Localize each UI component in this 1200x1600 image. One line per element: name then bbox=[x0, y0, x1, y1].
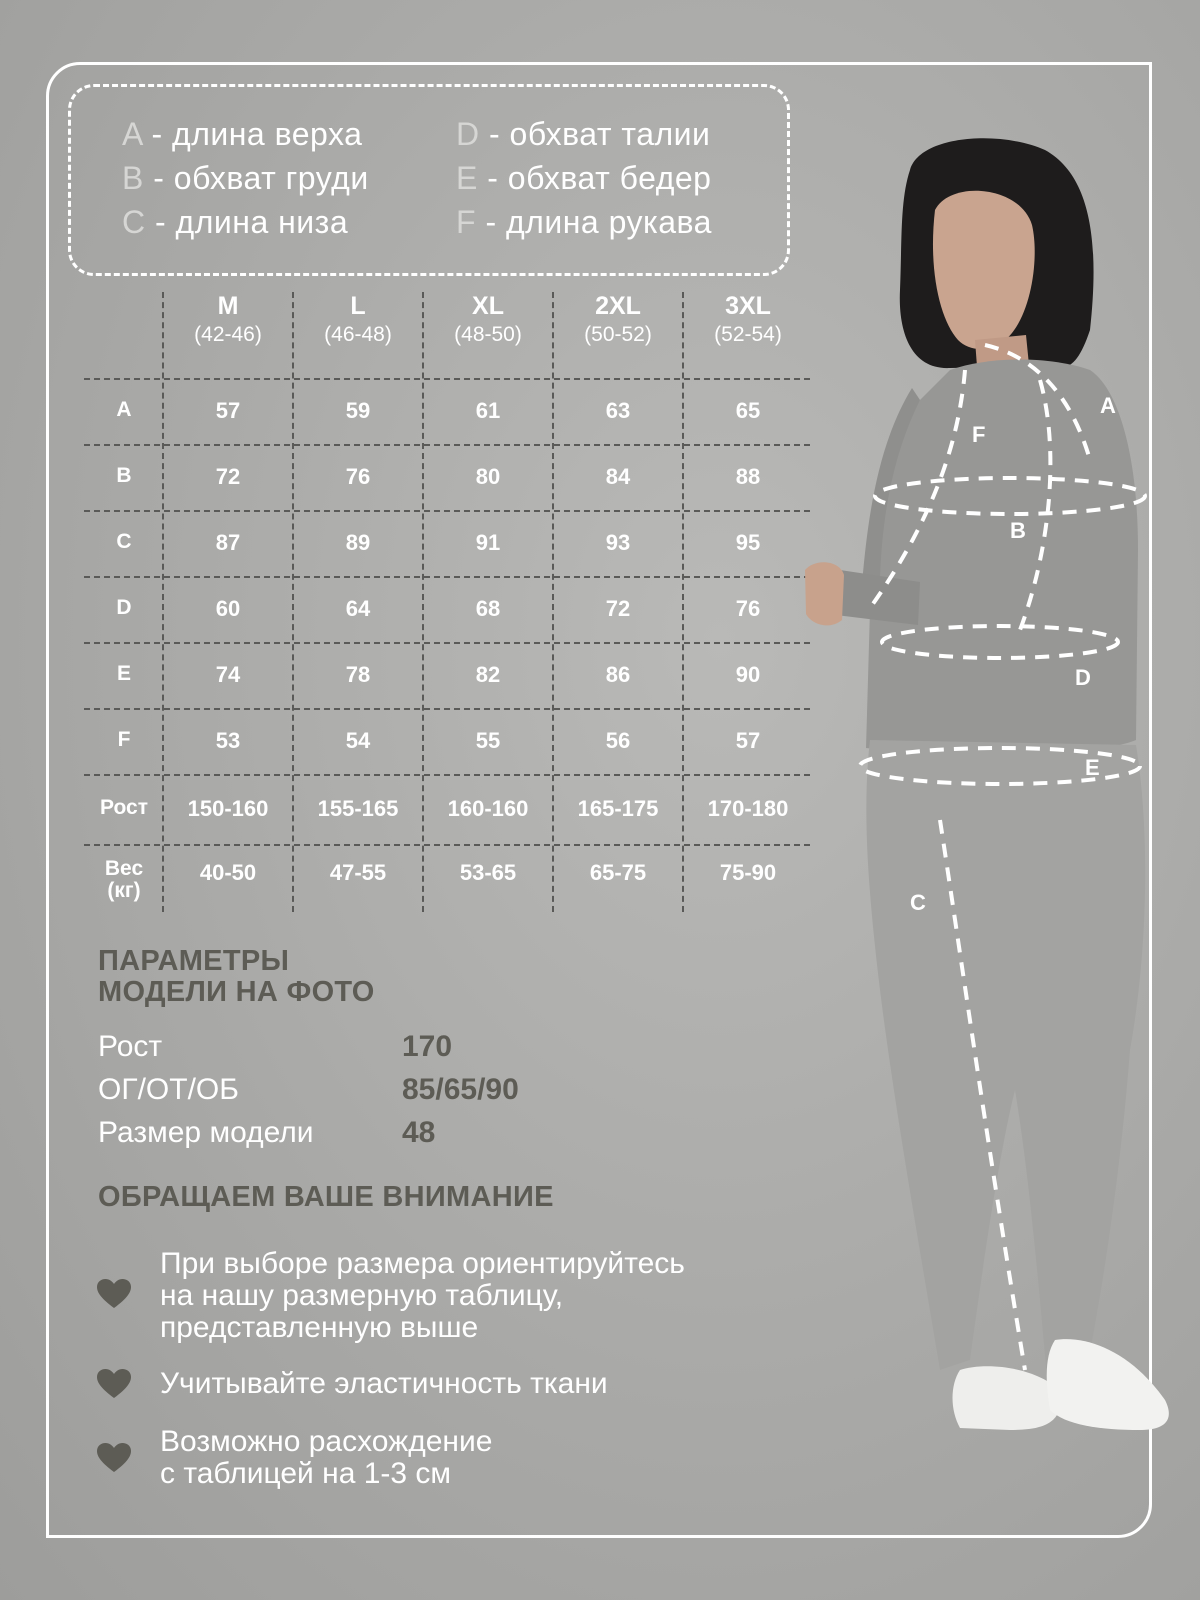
table-divider bbox=[84, 510, 810, 512]
param-label-size: Размер модели bbox=[98, 1116, 314, 1149]
figure-label-e: E bbox=[1085, 755, 1100, 780]
table-cell: 65-75 bbox=[589, 860, 647, 885]
table-cell: 165-175 bbox=[577, 796, 659, 821]
table-cell: 160-160 bbox=[447, 796, 529, 821]
table-cell: 76 bbox=[735, 596, 761, 621]
row-label-f: F bbox=[117, 728, 131, 751]
table-cell: 90 bbox=[735, 662, 761, 687]
table-cell: 95 bbox=[735, 530, 761, 555]
size-header-xl: XL (48-50) bbox=[454, 292, 522, 346]
model-params-title-line2: МОДЕЛИ НА ФОТО bbox=[98, 976, 375, 1008]
table-cell: 72 bbox=[215, 464, 241, 489]
hand-shape bbox=[805, 562, 844, 625]
table-cell: 89 bbox=[345, 530, 371, 555]
param-value-height: 170 bbox=[402, 1030, 453, 1063]
heart-icon bbox=[96, 1442, 132, 1474]
row-label-weight bbox=[84, 858, 164, 902]
legend-item-c: C - длина низа bbox=[122, 204, 349, 240]
note-discrepancy bbox=[160, 1426, 810, 1490]
note-elasticity bbox=[160, 1368, 810, 1400]
param-value-size: 48 bbox=[402, 1116, 436, 1149]
param-value-measurements: 85/65/90 bbox=[402, 1073, 519, 1106]
table-cell: 80 bbox=[475, 464, 501, 489]
note-line: Возможно расхождение bbox=[160, 1425, 493, 1458]
table-cell: 47-55 bbox=[329, 860, 387, 885]
table-cell: 88 bbox=[735, 464, 761, 489]
table-divider bbox=[84, 444, 810, 446]
table-cell: 82 bbox=[475, 662, 501, 687]
table-divider bbox=[84, 774, 810, 776]
legend-item-a: A - длина верха bbox=[122, 116, 363, 152]
row-label-weight-line2: (кг) bbox=[107, 879, 141, 902]
legend-item-f: F - длина рукава bbox=[456, 204, 712, 240]
table-cell: 87 bbox=[215, 530, 241, 555]
table-cell: 68 bbox=[475, 596, 501, 621]
row-label-a: A bbox=[116, 398, 132, 421]
table-cell: 78 bbox=[345, 662, 371, 687]
table-cell: 72 bbox=[605, 596, 631, 621]
size-header-m: M (42-46) bbox=[194, 292, 262, 346]
table-cell: 64 bbox=[345, 596, 371, 621]
table-divider bbox=[84, 708, 810, 710]
table-cell: 155-165 bbox=[317, 796, 399, 821]
size-header-2xl: 2XL (50-52) bbox=[584, 292, 652, 346]
table-cell: 54 bbox=[345, 728, 371, 753]
table-cell: 86 bbox=[605, 662, 631, 687]
note-line: представленную выше bbox=[160, 1311, 479, 1344]
model-params-title bbox=[98, 946, 375, 1008]
table-cell: 53-65 bbox=[459, 860, 517, 885]
figure-label-d: D bbox=[1075, 665, 1091, 690]
table-cell: 57 bbox=[215, 398, 241, 423]
legend-item-d: D - обхват талии bbox=[456, 116, 711, 152]
table-cell: 59 bbox=[345, 398, 371, 423]
size-header-l: L (46-48) bbox=[324, 292, 392, 346]
size-table bbox=[84, 292, 810, 912]
table-cell: 57 bbox=[735, 728, 761, 753]
table-cell: 91 bbox=[475, 530, 501, 555]
table-cell: 53 bbox=[215, 728, 241, 753]
legend-item-b: B - обхват груди bbox=[122, 160, 369, 196]
note-line: Учитывайте эластичность ткани bbox=[160, 1367, 608, 1400]
note-size-table bbox=[160, 1248, 810, 1344]
table-cell: 65 bbox=[735, 398, 761, 423]
row-label-c: C bbox=[116, 530, 132, 553]
note-line: При выборе размера ориентируйтесь bbox=[160, 1247, 685, 1280]
table-cell: 55 bbox=[475, 728, 501, 753]
table-divider bbox=[84, 844, 810, 846]
table-cell: 40-50 bbox=[199, 860, 257, 885]
note-line: с таблицей на 1-3 см bbox=[160, 1457, 452, 1490]
figure-label-f: F bbox=[972, 422, 986, 447]
row-label-e: E bbox=[116, 662, 131, 685]
right-sneaker bbox=[1047, 1339, 1169, 1430]
heart-icon bbox=[96, 1278, 132, 1310]
leggings bbox=[866, 740, 1145, 1410]
model-photo bbox=[800, 130, 1190, 1530]
heart-icon bbox=[96, 1368, 132, 1400]
param-label-measurements: ОГ/ОТ/ОБ bbox=[98, 1073, 239, 1106]
table-cell: 63 bbox=[605, 398, 631, 423]
table-cell: 61 bbox=[475, 398, 501, 423]
row-label-b: B bbox=[116, 464, 132, 487]
table-cell: 75-90 bbox=[719, 860, 777, 885]
param-label-height: Рост bbox=[98, 1030, 163, 1063]
figure-label-c: C bbox=[910, 890, 926, 915]
row-label-weight-line1: Вес bbox=[104, 857, 144, 880]
model-params-title-line1: ПАРАМЕТРЫ bbox=[98, 945, 290, 977]
table-cell: 93 bbox=[605, 530, 631, 555]
size-header-3xl: 3XL (52-54) bbox=[714, 292, 782, 346]
table-cell: 56 bbox=[605, 728, 631, 753]
attention-title: ОБРАЩАЕМ ВАШЕ ВНИМАНИЕ bbox=[98, 1181, 554, 1213]
table-divider bbox=[84, 576, 810, 578]
left-sneaker bbox=[953, 1366, 1063, 1430]
table-cell: 74 bbox=[215, 662, 241, 687]
table-cell: 60 bbox=[215, 596, 241, 621]
table-cell: 170-180 bbox=[707, 796, 789, 821]
legend-item-e: E - обхват бедер bbox=[456, 160, 712, 196]
table-cell: 76 bbox=[345, 464, 371, 489]
figure-label-a: A bbox=[1100, 393, 1116, 418]
table-cell: 150-160 bbox=[187, 796, 269, 821]
table-cell: 84 bbox=[605, 464, 631, 489]
table-divider bbox=[84, 642, 810, 644]
figure-label-b: B bbox=[1010, 518, 1026, 543]
row-label-d: D bbox=[116, 596, 132, 619]
note-line: на нашу размерную таблицу, bbox=[160, 1279, 564, 1312]
row-label-height: Рост bbox=[100, 796, 148, 819]
table-divider bbox=[84, 378, 810, 380]
